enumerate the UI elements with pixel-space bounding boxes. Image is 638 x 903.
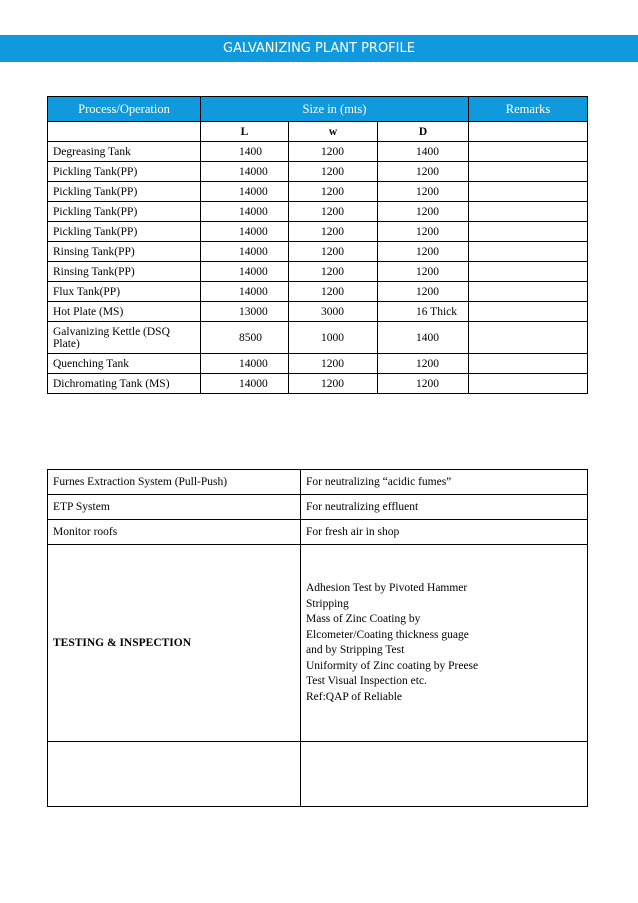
table-subheader-row: [48, 122, 588, 142]
length-cell: 14000: [201, 354, 289, 374]
testing-details: [301, 545, 588, 742]
depth-cell: 1200: [378, 262, 469, 282]
testing-line: and by Stripping Test: [306, 644, 405, 656]
process-cell: Hot Plate (MS): [48, 302, 201, 322]
depth-cell: 1200: [378, 202, 469, 222]
table-row: [48, 354, 588, 374]
length-cell: 13000: [201, 302, 289, 322]
testing-line: Ref:QAP of Reliable: [306, 690, 403, 703]
process-cell: Pickling Tank(PP): [48, 162, 201, 182]
testing-line: Uniformity of Zinc coating by Preese: [306, 659, 479, 672]
length-cell: 14000: [201, 282, 289, 302]
length-cell: 14000: [201, 202, 289, 222]
length-cell: 14000: [201, 222, 289, 242]
width-cell: 1200: [289, 142, 378, 162]
remarks-cell: [469, 202, 588, 222]
remarks-cell: [469, 242, 588, 262]
remarks-cell: [469, 374, 588, 394]
process-cell: Flux Tank(PP): [48, 282, 201, 302]
facility-purpose-cell: For neutralizing effluent: [301, 495, 588, 520]
header-process: Process/Operation: [48, 97, 201, 122]
width-cell: 1200: [289, 374, 378, 394]
testing-line: Test Visual Inspection etc.: [306, 675, 427, 687]
width-cell: 1200: [289, 202, 378, 222]
width-cell: 1200: [289, 262, 378, 282]
facility-item-cell: Furnes Extraction System (Pull-Push): [48, 470, 301, 495]
process-cell: Rinsing Tank(PP): [48, 262, 201, 282]
depth-cell: 1200: [378, 374, 469, 394]
remarks-cell: [469, 302, 588, 322]
remarks-cell: [469, 282, 588, 302]
process-cell: Degreasing Tank: [48, 142, 201, 162]
width-cell: 1000: [289, 322, 378, 354]
length-cell: 14000: [201, 374, 289, 394]
remarks-cell: [469, 222, 588, 242]
table-row: [48, 470, 588, 495]
testing-row: [48, 545, 588, 742]
subheader-remarks-empty: [469, 122, 588, 142]
testing-label: TESTING & INSPECTION: [48, 545, 301, 742]
facility-purpose-cell: For fresh air in shop: [301, 520, 588, 545]
remarks-cell: [469, 262, 588, 282]
depth-cell: 1400: [378, 322, 469, 354]
empty-cell: [301, 742, 588, 807]
width-cell: 1200: [289, 182, 378, 202]
depth-cell: 1200: [378, 242, 469, 262]
length-cell: 14000: [201, 182, 289, 202]
depth-cell: 1200: [378, 282, 469, 302]
table-row: [48, 520, 588, 545]
width-cell: 1200: [289, 354, 378, 374]
subheader-w: w: [289, 122, 378, 142]
width-cell: 1200: [289, 282, 378, 302]
depth-cell: 1400: [378, 142, 469, 162]
remarks-cell: [469, 182, 588, 202]
empty-row: [48, 742, 588, 807]
remarks-cell: [469, 322, 588, 354]
testing-line: Stripping: [306, 597, 349, 610]
table-row: [48, 374, 588, 394]
process-cell: Galvanizing Kettle (DSQ Plate): [48, 322, 201, 354]
subheader-l: L: [201, 122, 289, 142]
table-row: [48, 202, 588, 222]
process-cell: Rinsing Tank(PP): [48, 242, 201, 262]
table-row: [48, 302, 588, 322]
header-size: Size in (mts): [201, 97, 469, 122]
page-title: GALVANIZING PLANT PROFILE: [223, 41, 415, 56]
process-cell: Pickling Tank(PP): [48, 202, 201, 222]
length-cell: 14000: [201, 242, 289, 262]
table-row: [48, 142, 588, 162]
facilities-table: [47, 469, 588, 807]
table-row: [48, 262, 588, 282]
length-cell: 14000: [201, 262, 289, 282]
testing-line: Mass of Zinc Coating by: [306, 613, 421, 625]
table-row: [48, 242, 588, 262]
length-cell: 1400: [201, 142, 289, 162]
table-row: [48, 495, 588, 520]
depth-cell: 16 Thick: [378, 302, 469, 322]
empty-cell: [48, 742, 301, 807]
width-cell: 1200: [289, 162, 378, 182]
length-cell: 14000: [201, 162, 289, 182]
header-remarks: Remarks: [469, 97, 588, 122]
table-row: [48, 222, 588, 242]
length-cell: 8500: [201, 322, 289, 354]
facility-item-cell: ETP System: [48, 495, 301, 520]
remarks-cell: [469, 162, 588, 182]
facility-purpose-cell: For neutralizing “acidic fumes”: [301, 470, 588, 495]
page-title-banner: [0, 35, 638, 62]
depth-cell: 1200: [378, 162, 469, 182]
width-cell: 1200: [289, 242, 378, 262]
table-row: [48, 182, 588, 202]
width-cell: 3000: [289, 302, 378, 322]
remarks-cell: [469, 142, 588, 162]
process-size-table: [47, 96, 588, 394]
table-header-row: [48, 97, 588, 122]
depth-cell: 1200: [378, 182, 469, 202]
remarks-cell: [469, 354, 588, 374]
table-row: [48, 162, 588, 182]
table-row: [48, 282, 588, 302]
width-cell: 1200: [289, 222, 378, 242]
depth-cell: 1200: [378, 222, 469, 242]
process-cell: Quenching Tank: [48, 354, 201, 374]
subheader-empty: [48, 122, 201, 142]
table-row: [48, 322, 588, 354]
process-cell: Pickling Tank(PP): [48, 182, 201, 202]
process-cell: Dichromating Tank (MS): [48, 374, 201, 394]
process-cell: Pickling Tank(PP): [48, 222, 201, 242]
testing-line: Adhesion Test by Pivoted Hammer: [306, 582, 468, 594]
facility-item-cell: Monitor roofs: [48, 520, 301, 545]
depth-cell: 1200: [378, 354, 469, 374]
subheader-d: D: [378, 122, 469, 142]
testing-line: Elcometer/Coating thickness guage: [306, 628, 469, 641]
